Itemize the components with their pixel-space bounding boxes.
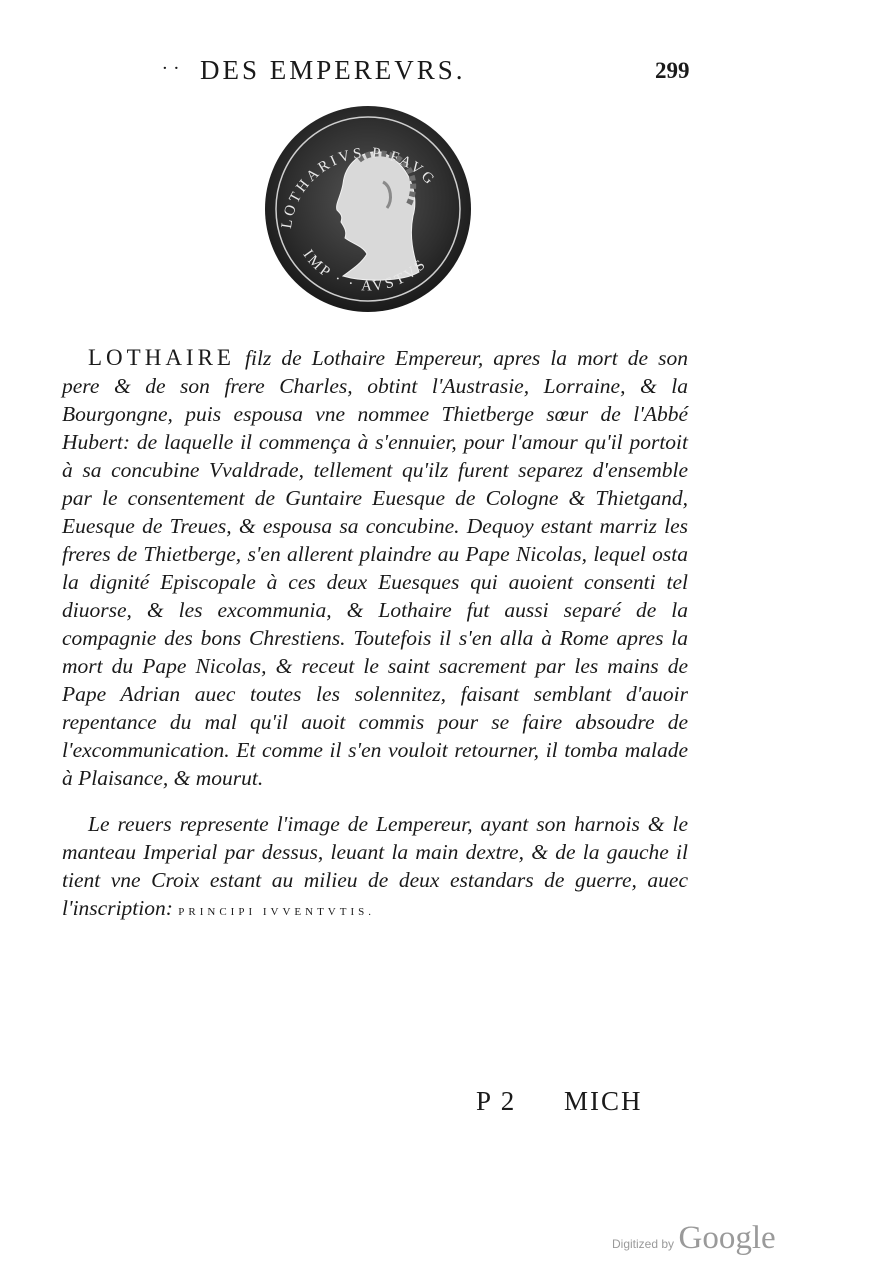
medal-inscription-bottom: IMP · · AVSTVS — [299, 247, 431, 295]
running-head: DES EMPEREVRS. — [200, 55, 466, 85]
digitized-watermark — [612, 1220, 776, 1257]
medal-inscription-top: LOTHARIVS P FAVG — [278, 145, 439, 230]
paragraph-2-text: Le reuers represente l'image de Lempereur, ayant son harnois & le manteau Imperial par dessus, leuant la main dextre, & de la gauche il tient vne Croix estant au milieu de deux estandars de guerre, auec l'inscription: — [62, 812, 688, 920]
medal-image — [263, 104, 473, 314]
coin-inscription: PRINCIPI IVVENTVTIS. — [178, 906, 376, 918]
paragraph-lead: LOTHAIRE — [88, 345, 235, 370]
watermark-prefix: Digitized by — [612, 1237, 675, 1251]
watermark-brand: Google — [678, 1220, 776, 1256]
page-number: 299 — [655, 58, 690, 83]
paragraph-2 — [62, 810, 688, 926]
catchword: MICH — [564, 1086, 643, 1116]
header-ornament: · · — [162, 58, 180, 79]
main-text — [62, 344, 688, 926]
laureate-bust-medal-icon — [263, 104, 473, 314]
paragraph-1 — [62, 344, 688, 792]
signature-mark: P 2 — [476, 1086, 517, 1116]
paragraph-1-text: filz de Lothaire Empereur, apres la mort de son pere & de son frere Charles, obtint l'Austrasie, Lorraine, & la Bourgongne, puis espousa vne nommee Thietberge sœur de l'Abbé Hubert: de laquelle il commença à s'ennuier, pour l'amour qu'il portoit à sa concubine Vvaldrade, tellement qu'ilz furent separez d'ensemble par le consentement de Guntaire Euesque de Cologne & Thietgand, Euesque de Treues, & espousa sa concubine. Dequoy estant marriz les freres de Thietberge, s'en allerent plaindre au Pape Nicolas, lequel osta la dignité Episcopale à ces deux Euesques qui auoient consenti tel diuorse, & les excommunia, & Lothaire fut aussi separé de la compagnie des bons Chrestiens. Toutefois il s'en alla à Rome apres la mort du Pape Nicolas, & receut le saint sacrement par les mains de Pape Adrian auec toutes les solennitez, faisant semblant d'auoir repentance du mal qu'il auoit commis pour se faire absoudre de l'excommunication. Et comme il s'en vouloit retourner, il tomba malade à Plaisance, & mourut. — [62, 346, 688, 790]
catchword-line — [476, 1086, 643, 1117]
